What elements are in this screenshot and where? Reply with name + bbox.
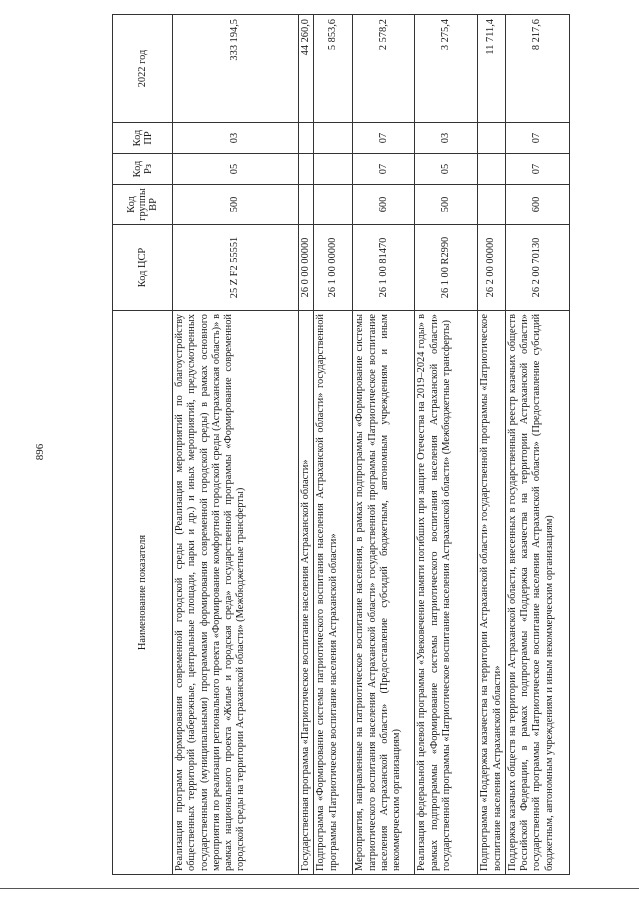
header-row: [113, 15, 173, 875]
row-csr: 25 Z F2 55551: [173, 225, 299, 311]
row-vr: 600: [505, 185, 569, 225]
row-vr: [314, 185, 353, 225]
table-row: [299, 15, 314, 875]
page-number: 896: [34, 443, 46, 461]
row-rz: 05: [173, 154, 299, 185]
header-vr: Код группы ВР: [113, 185, 173, 225]
row-csr: 26 2 00 70130: [505, 225, 569, 311]
row-value: 8 217,6: [505, 15, 569, 123]
row-csr: 26 1 00 R2990: [415, 225, 478, 311]
row-pr: 07: [505, 123, 569, 154]
row-value: 2 578,2: [353, 15, 415, 123]
row-value: 3 275,4: [415, 15, 478, 123]
row-rz: 05: [415, 154, 478, 185]
row-pr: [299, 123, 314, 154]
row-csr: 26 0 00 00000: [299, 225, 314, 311]
table-row: [314, 15, 353, 875]
table-row: [505, 15, 569, 875]
scan-edge-line: [0, 888, 639, 889]
table-row: [478, 15, 506, 875]
row-value: 333 194,5: [173, 15, 299, 123]
row-value: 5 853,6: [314, 15, 353, 123]
row-vr: [478, 185, 506, 225]
row-value: 11 711,4: [478, 15, 506, 123]
row-csr: 26 1 00 00000: [314, 225, 353, 311]
row-rz: [314, 154, 353, 185]
row-pr: 03: [415, 123, 478, 154]
budget-table-rotated: [112, 15, 555, 875]
row-name: Государственная программа «Патриотическое воспитание населения Астраханской области»: [299, 311, 314, 875]
row-vr: 500: [415, 185, 478, 225]
table-row: [173, 15, 299, 875]
header-rz: Код Рз: [113, 154, 173, 185]
table-row: [415, 15, 478, 875]
row-rz: [299, 154, 314, 185]
row-pr: [314, 123, 353, 154]
row-value: 44 260,0: [299, 15, 314, 123]
row-csr: 26 1 00 81470: [353, 225, 415, 311]
table-row: [353, 15, 415, 875]
row-name: Подпрограмма «Формирование системы патриотического воспитания населения Астраханской области» государственной программы «Патриотическое воспитание населения Астраханской области»: [314, 311, 353, 875]
row-pr: 03: [173, 123, 299, 154]
row-name: Реализация федеральной целевой программы «Увековечение памяти погибших при защите Отечества на 2019–2024 годы» в рамках подпрограммы «Формирование системы патриотического воспитания населения Астраханской области» государственной программы «Патриотическое воспитание населения Астраханской области» (Межбюджетные трансферты): [415, 311, 478, 875]
row-rz: 07: [353, 154, 415, 185]
budget-table: [112, 14, 570, 875]
row-vr: [299, 185, 314, 225]
row-name: Подпрограмма «Поддержка казачества на территории Астраханской области» государственной программы «Патриотическое воспитание населения Астраханской области»: [478, 311, 506, 875]
row-rz: 07: [505, 154, 569, 185]
header-name: Наименование показателя: [113, 311, 173, 875]
header-year: 2022 год: [113, 15, 173, 123]
row-vr: 600: [353, 185, 415, 225]
row-name: Мероприятия, направленные на патриотическое воспитание населения, в рамках подпрограммы «Формирование системы патриотического воспитания населения Астраханской области» государственной программы «Патриотическое воспитание населения Астраханской области» (Предоставление субсидий бюджетным, автономным учреждениям и иным некоммерческим организациям): [353, 311, 415, 875]
row-pr: [478, 123, 506, 154]
header-pr: Код ПР: [113, 123, 173, 154]
row-csr: 26 2 00 00000: [478, 225, 506, 311]
row-name: Поддержка казачьих обществ на территории Астраханской области, внесенных в государственный реестр казачьих обществ Российской Федерации, в рамках подпрограммы «Поддержка казачества на территории Астраханской области» государственной программы «Патриотическое воспитание населения Астраханской области» (Предоставление субсидий бюджетным, автономным учреждениям и иным некоммерческим организациям): [505, 311, 569, 875]
row-vr: 500: [173, 185, 299, 225]
row-rz: [478, 154, 506, 185]
header-csr: Код ЦСР: [113, 225, 173, 311]
row-pr: 07: [353, 123, 415, 154]
row-name: Реализация программ формирования современной городской среды (Реализация мероприятий по благоустройству общественных территорий (набережные, центральные площади, парки и др.) и иных мероприятий, предусмотренных государственными (муниципальными) программами формирования современной городской среды) в рамках основного мероприятия по реализации регионального проекта «Формирование комфортной городской среды (Астраханская область)» в рамках национального проекта «Жилье и городская среда» государственной программы «Формирование современной городской среды на территории Астраханской области» (Межбюджетные трансферты): [173, 311, 299, 875]
